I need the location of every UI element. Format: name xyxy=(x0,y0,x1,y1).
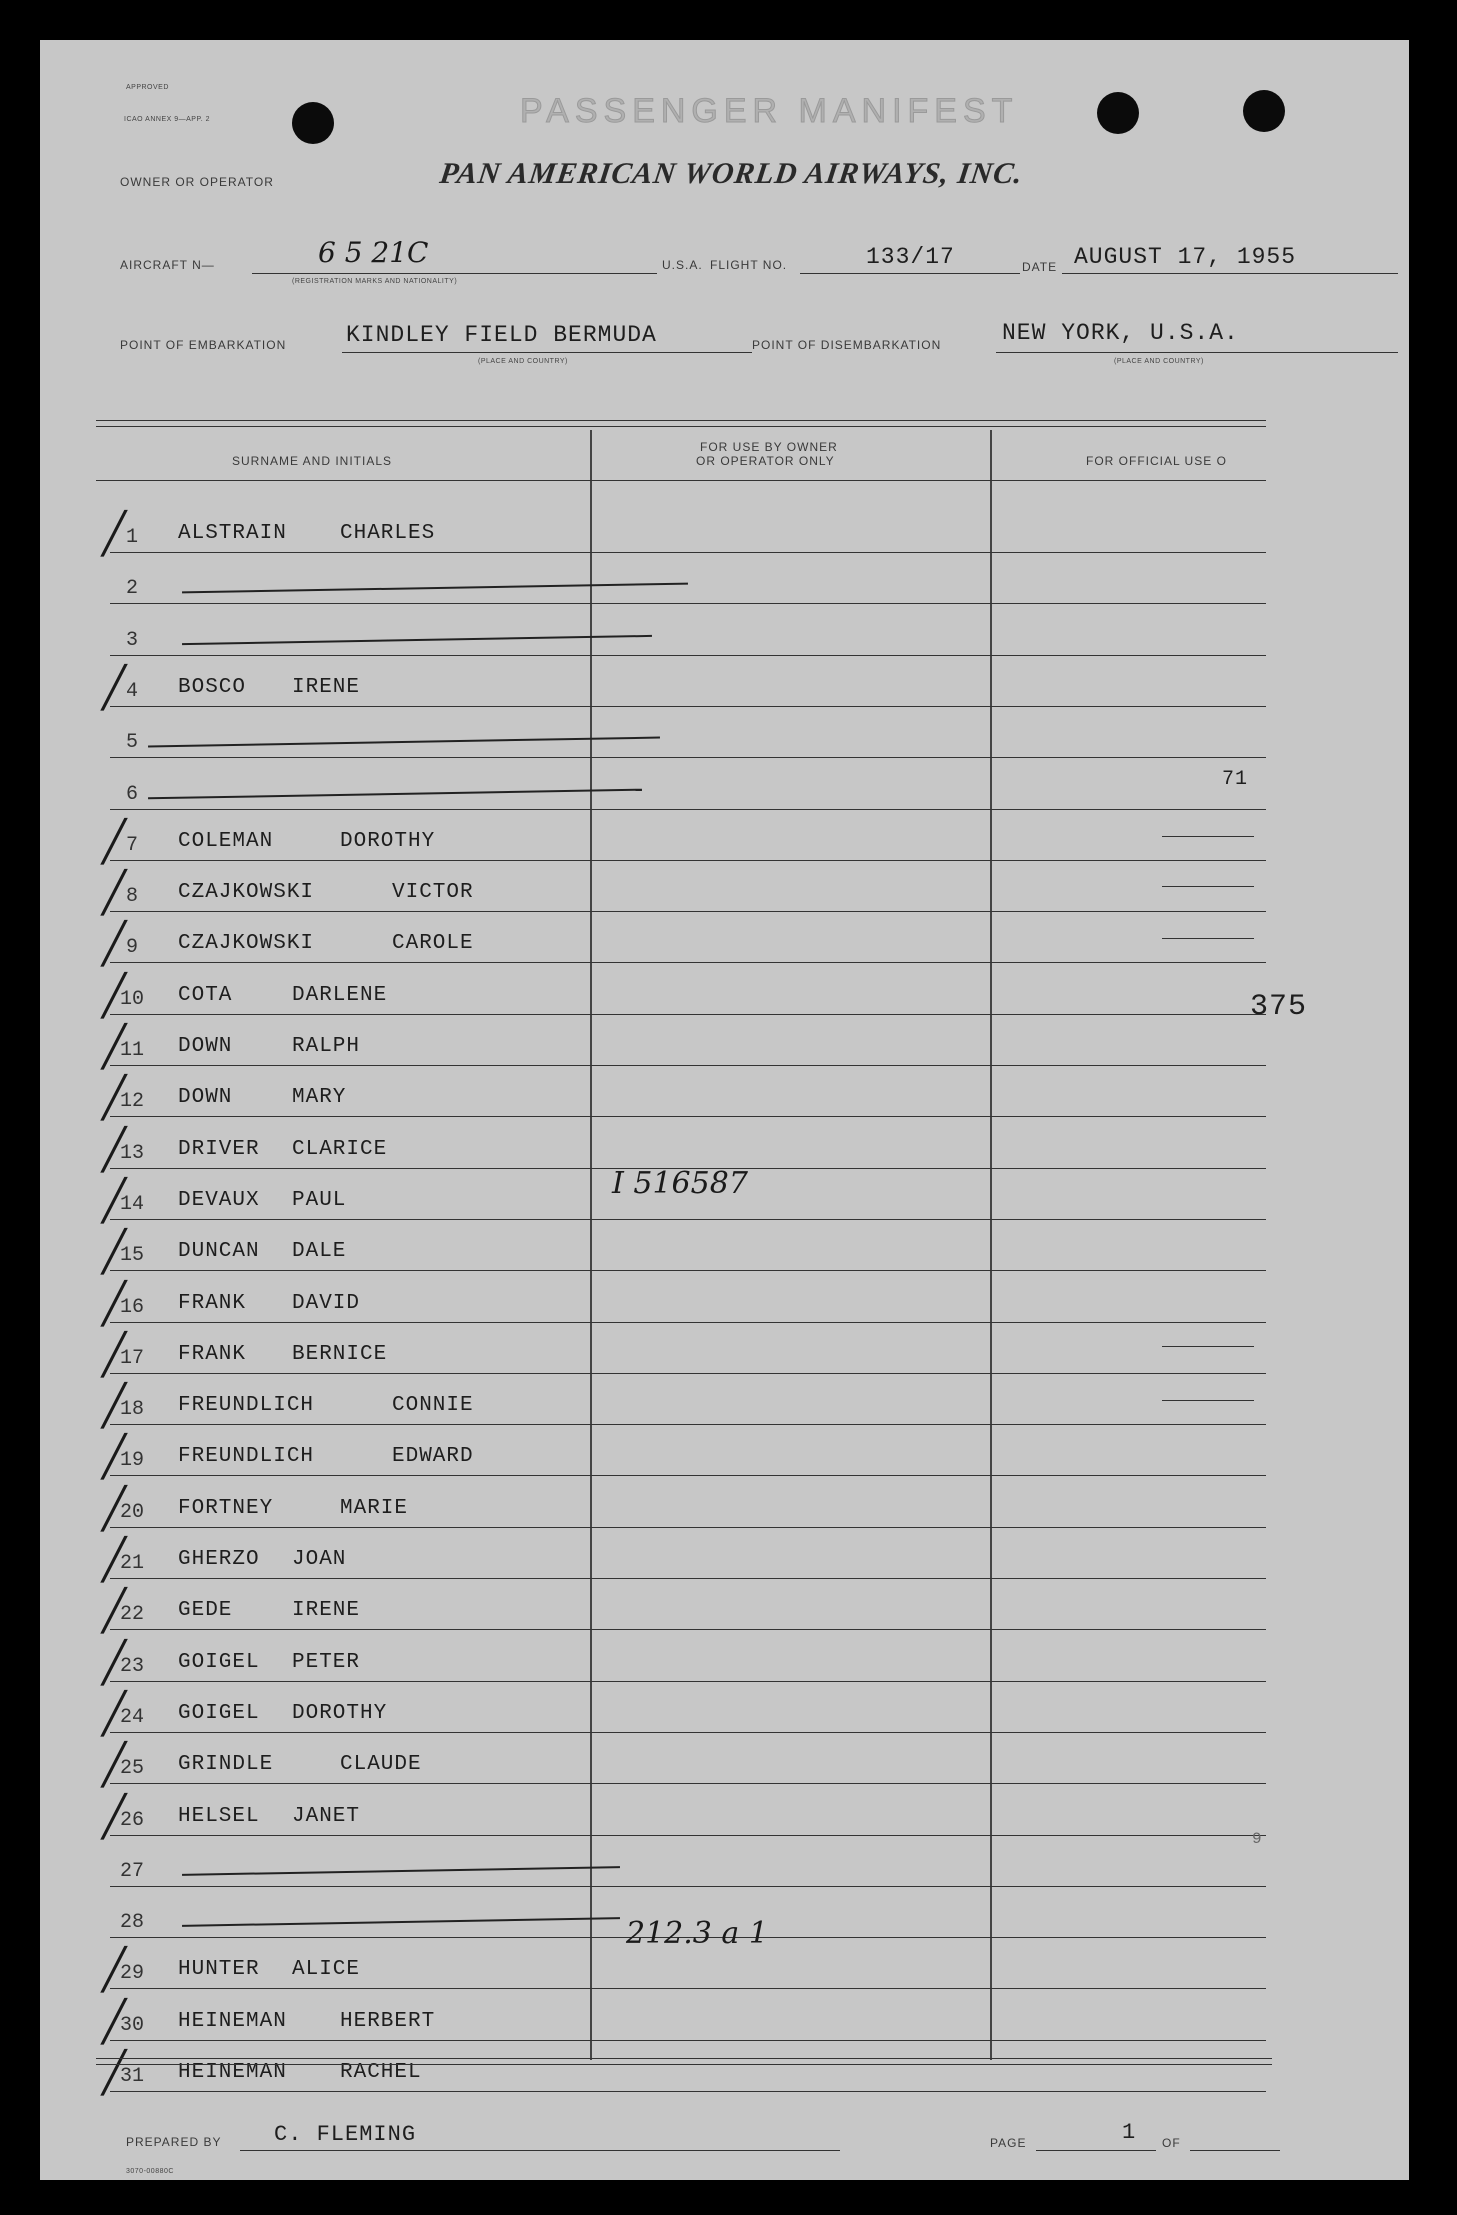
passenger-surname: COLEMAN xyxy=(178,829,274,853)
row-number: 30 xyxy=(119,2013,144,2037)
passenger-given-name: JOAN xyxy=(292,1548,347,1571)
official-dash xyxy=(1162,836,1254,837)
passenger-surname: COTA xyxy=(178,983,233,1007)
passenger-surname: HUNTER xyxy=(178,1958,260,1982)
check-mark-icon: ╱ xyxy=(102,1588,127,1635)
manifest-sheet xyxy=(40,40,1409,2180)
passenger-given-name: RALPH xyxy=(292,1035,361,1058)
page-label: PAGE xyxy=(990,2136,1027,2150)
passenger-given-name: MARY xyxy=(292,1086,347,1110)
passenger-surname: FREUNDLICH xyxy=(178,1445,315,1469)
row-rule xyxy=(110,1681,1266,1682)
row-rule xyxy=(110,655,1266,656)
row-number: 27 xyxy=(119,1859,144,1883)
row-rule xyxy=(110,1835,1266,1836)
row-rule xyxy=(110,911,1266,912)
embark-underline xyxy=(342,352,752,353)
check-mark-icon: ╱ xyxy=(102,1690,127,1737)
check-mark-icon: ╱ xyxy=(102,2050,127,2096)
row-number: 12 xyxy=(119,1090,144,1114)
place-note-2: (PLACE AND COUNTRY) xyxy=(1114,358,1204,365)
row-number: 19 xyxy=(119,1449,144,1473)
check-mark-icon: ╱ xyxy=(102,972,127,1019)
passenger-given-name: MARIE xyxy=(340,1496,409,1520)
row-number: 11 xyxy=(119,1039,144,1062)
check-mark-icon: ╱ xyxy=(102,1434,127,1481)
row-rule xyxy=(110,2091,1266,2092)
check-mark-icon: ╱ xyxy=(102,1177,127,1224)
approved-note: APPROVED xyxy=(126,84,169,91)
row-rule xyxy=(110,1065,1266,1066)
row27-mark: 9 xyxy=(1252,1830,1263,1848)
row-rule xyxy=(110,1373,1266,1374)
operator-note-row29: 212.3 a 1 xyxy=(626,1916,768,1951)
place-note-1: (PLACE AND COUNTRY) xyxy=(478,358,568,365)
passenger-given-name: IRENE xyxy=(292,1599,361,1623)
of-label: OF xyxy=(1162,2136,1181,2150)
disembark-underline xyxy=(996,352,1398,353)
punch-hole xyxy=(1243,90,1285,132)
blank-strike-line xyxy=(148,737,660,748)
passenger-surname: GOIGEL xyxy=(178,1701,260,1725)
row-number: 29 xyxy=(119,1962,144,1986)
passenger-surname: GOIGEL xyxy=(178,1650,260,1674)
check-mark-icon: ╱ xyxy=(102,870,127,917)
blank-strike-line xyxy=(182,583,688,594)
disembark-value: NEW YORK, U.S.A. xyxy=(1002,320,1239,346)
row-number: 18 xyxy=(119,1398,144,1422)
check-mark-icon: ╱ xyxy=(102,1280,127,1327)
row-number: 14 xyxy=(119,1192,144,1216)
date-underline xyxy=(1062,273,1398,274)
check-mark-icon: ╱ xyxy=(102,1229,127,1276)
row-rule xyxy=(110,1783,1266,1784)
passenger-given-name: PAUL xyxy=(292,1188,347,1212)
passenger-surname: DOWN xyxy=(178,1086,233,1110)
passenger-given-name: PETER xyxy=(292,1650,361,1674)
row-number: 2 xyxy=(125,577,138,601)
row-rule xyxy=(110,706,1266,707)
passenger-given-name: CLARICE xyxy=(292,1137,388,1161)
aircraft-label: AIRCRAFT N— xyxy=(120,258,215,272)
passenger-given-name: EDWARD xyxy=(392,1445,474,1469)
row-number: 31 xyxy=(119,2065,144,2088)
row-number: 26 xyxy=(119,1808,144,1832)
row-rule xyxy=(110,860,1266,861)
row-rule xyxy=(110,1732,1266,1733)
annex-note: ICAO ANNEX 9—APP. 2 xyxy=(124,116,211,123)
passenger-surname: GEDE xyxy=(178,1599,233,1623)
flight-value: 133/17 xyxy=(866,244,955,270)
official-dash xyxy=(1162,1400,1254,1401)
passenger-surname: CZAJKOWSKI xyxy=(178,881,315,905)
table-top-rule xyxy=(96,426,1266,427)
column-header-official: FOR OFFICIAL USE O xyxy=(1086,454,1227,468)
row-number: 9 xyxy=(125,936,138,960)
check-mark-icon: ╱ xyxy=(102,664,127,711)
check-mark-icon: ╱ xyxy=(102,1024,127,1070)
usa-label: U.S.A. xyxy=(662,258,703,272)
official-dash xyxy=(1162,886,1254,887)
row-rule xyxy=(110,1578,1266,1579)
check-mark-icon: ╱ xyxy=(102,1639,127,1686)
row-rule xyxy=(110,1270,1266,1271)
of-underline xyxy=(1190,2150,1280,2151)
passenger-surname: ALSTRAIN xyxy=(178,522,287,545)
row-rule xyxy=(110,1424,1266,1425)
row-number: 22 xyxy=(119,1603,144,1627)
form-title: PASSENGER MANIFEST xyxy=(520,92,1019,130)
row-number: 3 xyxy=(125,628,138,652)
check-mark-icon: ╱ xyxy=(102,1075,127,1122)
header-rule xyxy=(96,480,1266,481)
row-number: 15 xyxy=(119,1244,144,1268)
official-dash xyxy=(1162,938,1254,939)
passenger-surname: FRANK xyxy=(178,1342,247,1366)
passenger-surname: DRIVER xyxy=(178,1137,260,1161)
row-number: 7 xyxy=(125,833,138,857)
passenger-given-name: VICTOR xyxy=(392,881,474,905)
row-number: 6 xyxy=(125,782,138,806)
row-number: 5 xyxy=(125,731,138,755)
row-number: 24 xyxy=(119,1705,144,1729)
passenger-given-name: DARLENE xyxy=(292,983,388,1007)
date-value: AUGUST 17, 1955 xyxy=(1074,244,1297,270)
check-mark-icon: ╱ xyxy=(102,1331,127,1378)
registration-note: (REGISTRATION MARKS AND NATIONALITY) xyxy=(292,278,458,285)
row-rule xyxy=(110,1629,1266,1630)
table-bottom-rule xyxy=(96,2058,1272,2059)
blank-strike-line xyxy=(182,1917,620,1927)
margin-number: 375 xyxy=(1250,990,1308,1024)
owner-value: PAN AMERICAN WORLD AIRWAYS, INC. xyxy=(437,157,1026,190)
row-number: 28 xyxy=(119,1911,144,1935)
row-rule xyxy=(110,603,1266,604)
official-dash xyxy=(1162,1346,1254,1347)
page-underline xyxy=(1036,2150,1156,2151)
passenger-surname: GRINDLE xyxy=(178,1753,274,1777)
passenger-given-name: BERNICE xyxy=(292,1342,388,1366)
row-rule xyxy=(110,1116,1266,1117)
passenger-given-name: DAVID xyxy=(292,1291,361,1315)
passenger-given-name: CAROLE xyxy=(392,932,474,956)
table-bottom-rule xyxy=(96,2064,1272,2065)
row-number: 10 xyxy=(119,987,144,1011)
row-number: 16 xyxy=(119,1295,144,1319)
check-mark-icon: ╱ xyxy=(102,818,127,865)
prepared-value: C. FLEMING xyxy=(274,2122,417,2147)
passenger-given-name: CHARLES xyxy=(340,522,436,545)
passenger-surname: HEINEMAN xyxy=(178,2009,287,2033)
passenger-surname: BOSCO xyxy=(178,675,247,699)
passenger-surname: FRANK xyxy=(178,1291,247,1315)
passenger-surname: HELSEL xyxy=(178,1804,260,1828)
form-code: 3070-00880C xyxy=(126,2168,174,2175)
check-mark-icon: ╱ xyxy=(102,1793,127,1840)
column-divider xyxy=(590,430,592,2060)
passenger-surname: HEINEMAN xyxy=(178,2061,287,2084)
passenger-surname: GHERZO xyxy=(178,1548,260,1571)
check-mark-icon: ╱ xyxy=(102,1947,127,1994)
prepared-underline xyxy=(240,2150,840,2151)
passenger-surname: FREUNDLICH xyxy=(178,1394,315,1418)
passenger-surname: DEVAUX xyxy=(178,1188,260,1212)
row-rule xyxy=(110,1475,1266,1476)
passenger-given-name: JANET xyxy=(292,1804,361,1828)
passenger-given-name: DOROTHY xyxy=(340,829,436,853)
check-mark-icon: ╱ xyxy=(102,1537,127,1583)
row-number: 17 xyxy=(119,1346,144,1370)
check-mark-icon: ╱ xyxy=(102,511,127,557)
blank-strike-line xyxy=(182,1866,620,1876)
punch-hole xyxy=(1097,92,1139,134)
row-number: 4 xyxy=(125,679,138,703)
check-mark-icon: ╱ xyxy=(102,1742,127,1789)
blank-strike-line xyxy=(182,634,652,644)
official-note-row6: 71 xyxy=(1222,768,1249,791)
table-top-rule xyxy=(96,420,1266,421)
passenger-given-name: DOROTHY xyxy=(292,1701,388,1725)
blank-strike-line xyxy=(148,788,642,799)
row-number: 21 xyxy=(119,1552,144,1575)
row-number: 13 xyxy=(119,1141,144,1165)
row-rule xyxy=(110,1527,1266,1528)
row-rule xyxy=(110,1014,1266,1015)
passenger-surname: DUNCAN xyxy=(178,1240,260,1264)
owner-label: OWNER OR OPERATOR xyxy=(120,175,274,189)
passenger-given-name: IRENE xyxy=(292,675,361,699)
operator-note-row14: I 516587 xyxy=(612,1166,748,1201)
aircraft-value: 6 5 21C xyxy=(318,236,429,269)
embark-value: KINDLEY FIELD BERMUDA xyxy=(346,322,657,348)
check-mark-icon: ╱ xyxy=(102,1126,127,1173)
passenger-given-name: CONNIE xyxy=(392,1394,474,1418)
check-mark-icon: ╱ xyxy=(102,1485,127,1532)
flight-label: FLIGHT NO. xyxy=(710,258,788,272)
column-divider xyxy=(990,430,992,2060)
row-rule xyxy=(110,552,1266,553)
row-number: 20 xyxy=(119,1500,144,1524)
passenger-surname: CZAJKOWSKI xyxy=(178,932,315,956)
embark-label: POINT OF EMBARKATION xyxy=(120,338,287,352)
row-number: 8 xyxy=(125,885,138,909)
row-rule xyxy=(110,1219,1266,1220)
column-header-operator: FOR USE BY OWNER xyxy=(700,440,838,454)
column-header-surname: SURNAME AND INITIALS xyxy=(232,454,393,468)
passenger-surname: DOWN xyxy=(178,1035,233,1058)
row-rule xyxy=(110,1886,1266,1887)
passenger-given-name: ALICE xyxy=(292,1958,361,1982)
row-number: 23 xyxy=(119,1654,144,1678)
column-header-operator-2: OR OPERATOR ONLY xyxy=(696,454,835,468)
check-mark-icon: ╱ xyxy=(102,921,127,968)
aircraft-underline xyxy=(252,273,657,274)
row-rule xyxy=(110,962,1266,963)
check-mark-icon: ╱ xyxy=(102,1383,127,1430)
passenger-surname: FORTNEY xyxy=(178,1496,274,1520)
row-rule xyxy=(110,1322,1266,1323)
passenger-given-name: HERBERT xyxy=(340,2009,436,2033)
page-value: 1 xyxy=(1122,2120,1137,2145)
passenger-given-name: CLAUDE xyxy=(340,1753,422,1777)
row-rule xyxy=(110,757,1266,758)
punch-hole xyxy=(292,102,334,144)
row-number: 25 xyxy=(119,1757,144,1781)
prepared-label: PREPARED BY xyxy=(126,2135,222,2149)
flight-underline xyxy=(800,273,1020,274)
passenger-given-name: RACHEL xyxy=(340,2061,422,2084)
row-number: 1 xyxy=(125,526,138,549)
disembark-label: POINT OF DISEMBARKATION xyxy=(752,338,942,352)
row-rule xyxy=(110,2040,1266,2041)
passenger-given-name: DALE xyxy=(292,1240,347,1264)
row-rule xyxy=(110,809,1266,810)
row-rule xyxy=(110,1988,1266,1989)
check-mark-icon: ╱ xyxy=(102,1998,127,2045)
date-label: DATE xyxy=(1022,260,1058,274)
